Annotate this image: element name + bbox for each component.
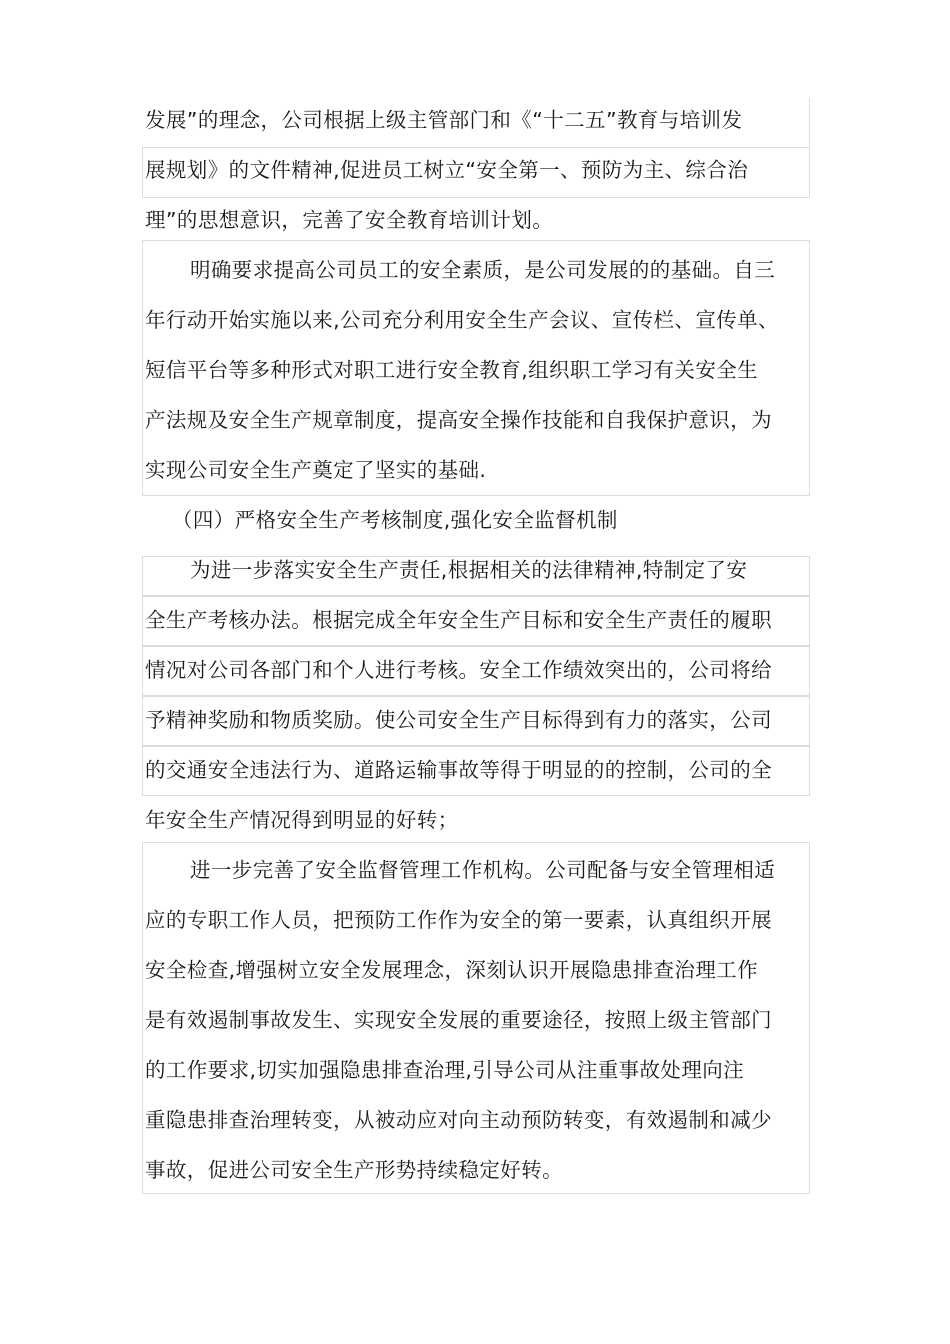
- text-line: 年行动开始实施以来,公司充分利用安全生产会议、宣传栏、宣传单、: [145, 308, 779, 332]
- text-line: 重隐患排查治理转变，从被动应对向主动预防转变，有效遏制和减少: [145, 1108, 772, 1132]
- text-line: 明确要求提高公司员工的安全素质，是公司发展的的基础。自三: [190, 258, 776, 282]
- text-line: 产法规及安全生产规章制度，提高安全操作技能和自我保护意识，为: [145, 408, 772, 432]
- text-line: 予精神奖励和物质奖励。使公司安全生产目标得到有力的落实，公司: [145, 708, 772, 732]
- text-line: 的工作要求,切实加强隐患排查治理,引导公司从注重事故处理向注: [145, 1058, 745, 1082]
- text-line: 进一步完善了安全监督管理工作机构。公司配备与安全管理相适: [190, 858, 776, 882]
- text-line: 是有效遏制事故发生、实现安全发展的重要途径，按照上级主管部门: [145, 1008, 772, 1032]
- text-line: 安全检查,增强树立安全发展理念，深刻认识开展隐患排查治理工作: [145, 958, 759, 982]
- text-line: 应的专职工作人员，把预防工作作为安全的第一要素，认真组织开展: [145, 908, 772, 932]
- text-line: 年安全生产情况得到明显的好转；: [145, 808, 459, 832]
- text-line: 实现公司安全生产奠定了坚实的基础.: [145, 458, 487, 482]
- text-line: 事故，促进公司安全生产形势持续稳定好转。: [145, 1158, 563, 1182]
- text-line: 理”的思想意识，完善了安全教育培训计划。: [145, 208, 554, 232]
- text-line: 情况对公司各部门和个人进行考核。安全工作绩效突出的，公司将给: [145, 658, 772, 682]
- text-line: 的交通安全违法行为、道路运输事故等得于明显的的控制，公司的全: [145, 758, 772, 782]
- text-line: 全生产考核办法。根据完成全年安全生产目标和安全生产责任的履职: [145, 608, 772, 632]
- section-heading: （四）严格安全生产考核制度,强化安全监督机制: [172, 508, 618, 532]
- text-line: 展规划》的文件精神,促进员工树立“安全第一、预防为主、综合治: [145, 158, 749, 182]
- text-line: 发展”的理念，公司根据上级主管部门和《“十二五”教育与培训发: [145, 108, 743, 132]
- text-line: 为进一步落实安全生产责任,根据相关的法律精神,特制定了安: [190, 558, 748, 582]
- text-line: 短信平台等多种形式对职工进行安全教育,组织职工学习有关安全生: [145, 358, 759, 382]
